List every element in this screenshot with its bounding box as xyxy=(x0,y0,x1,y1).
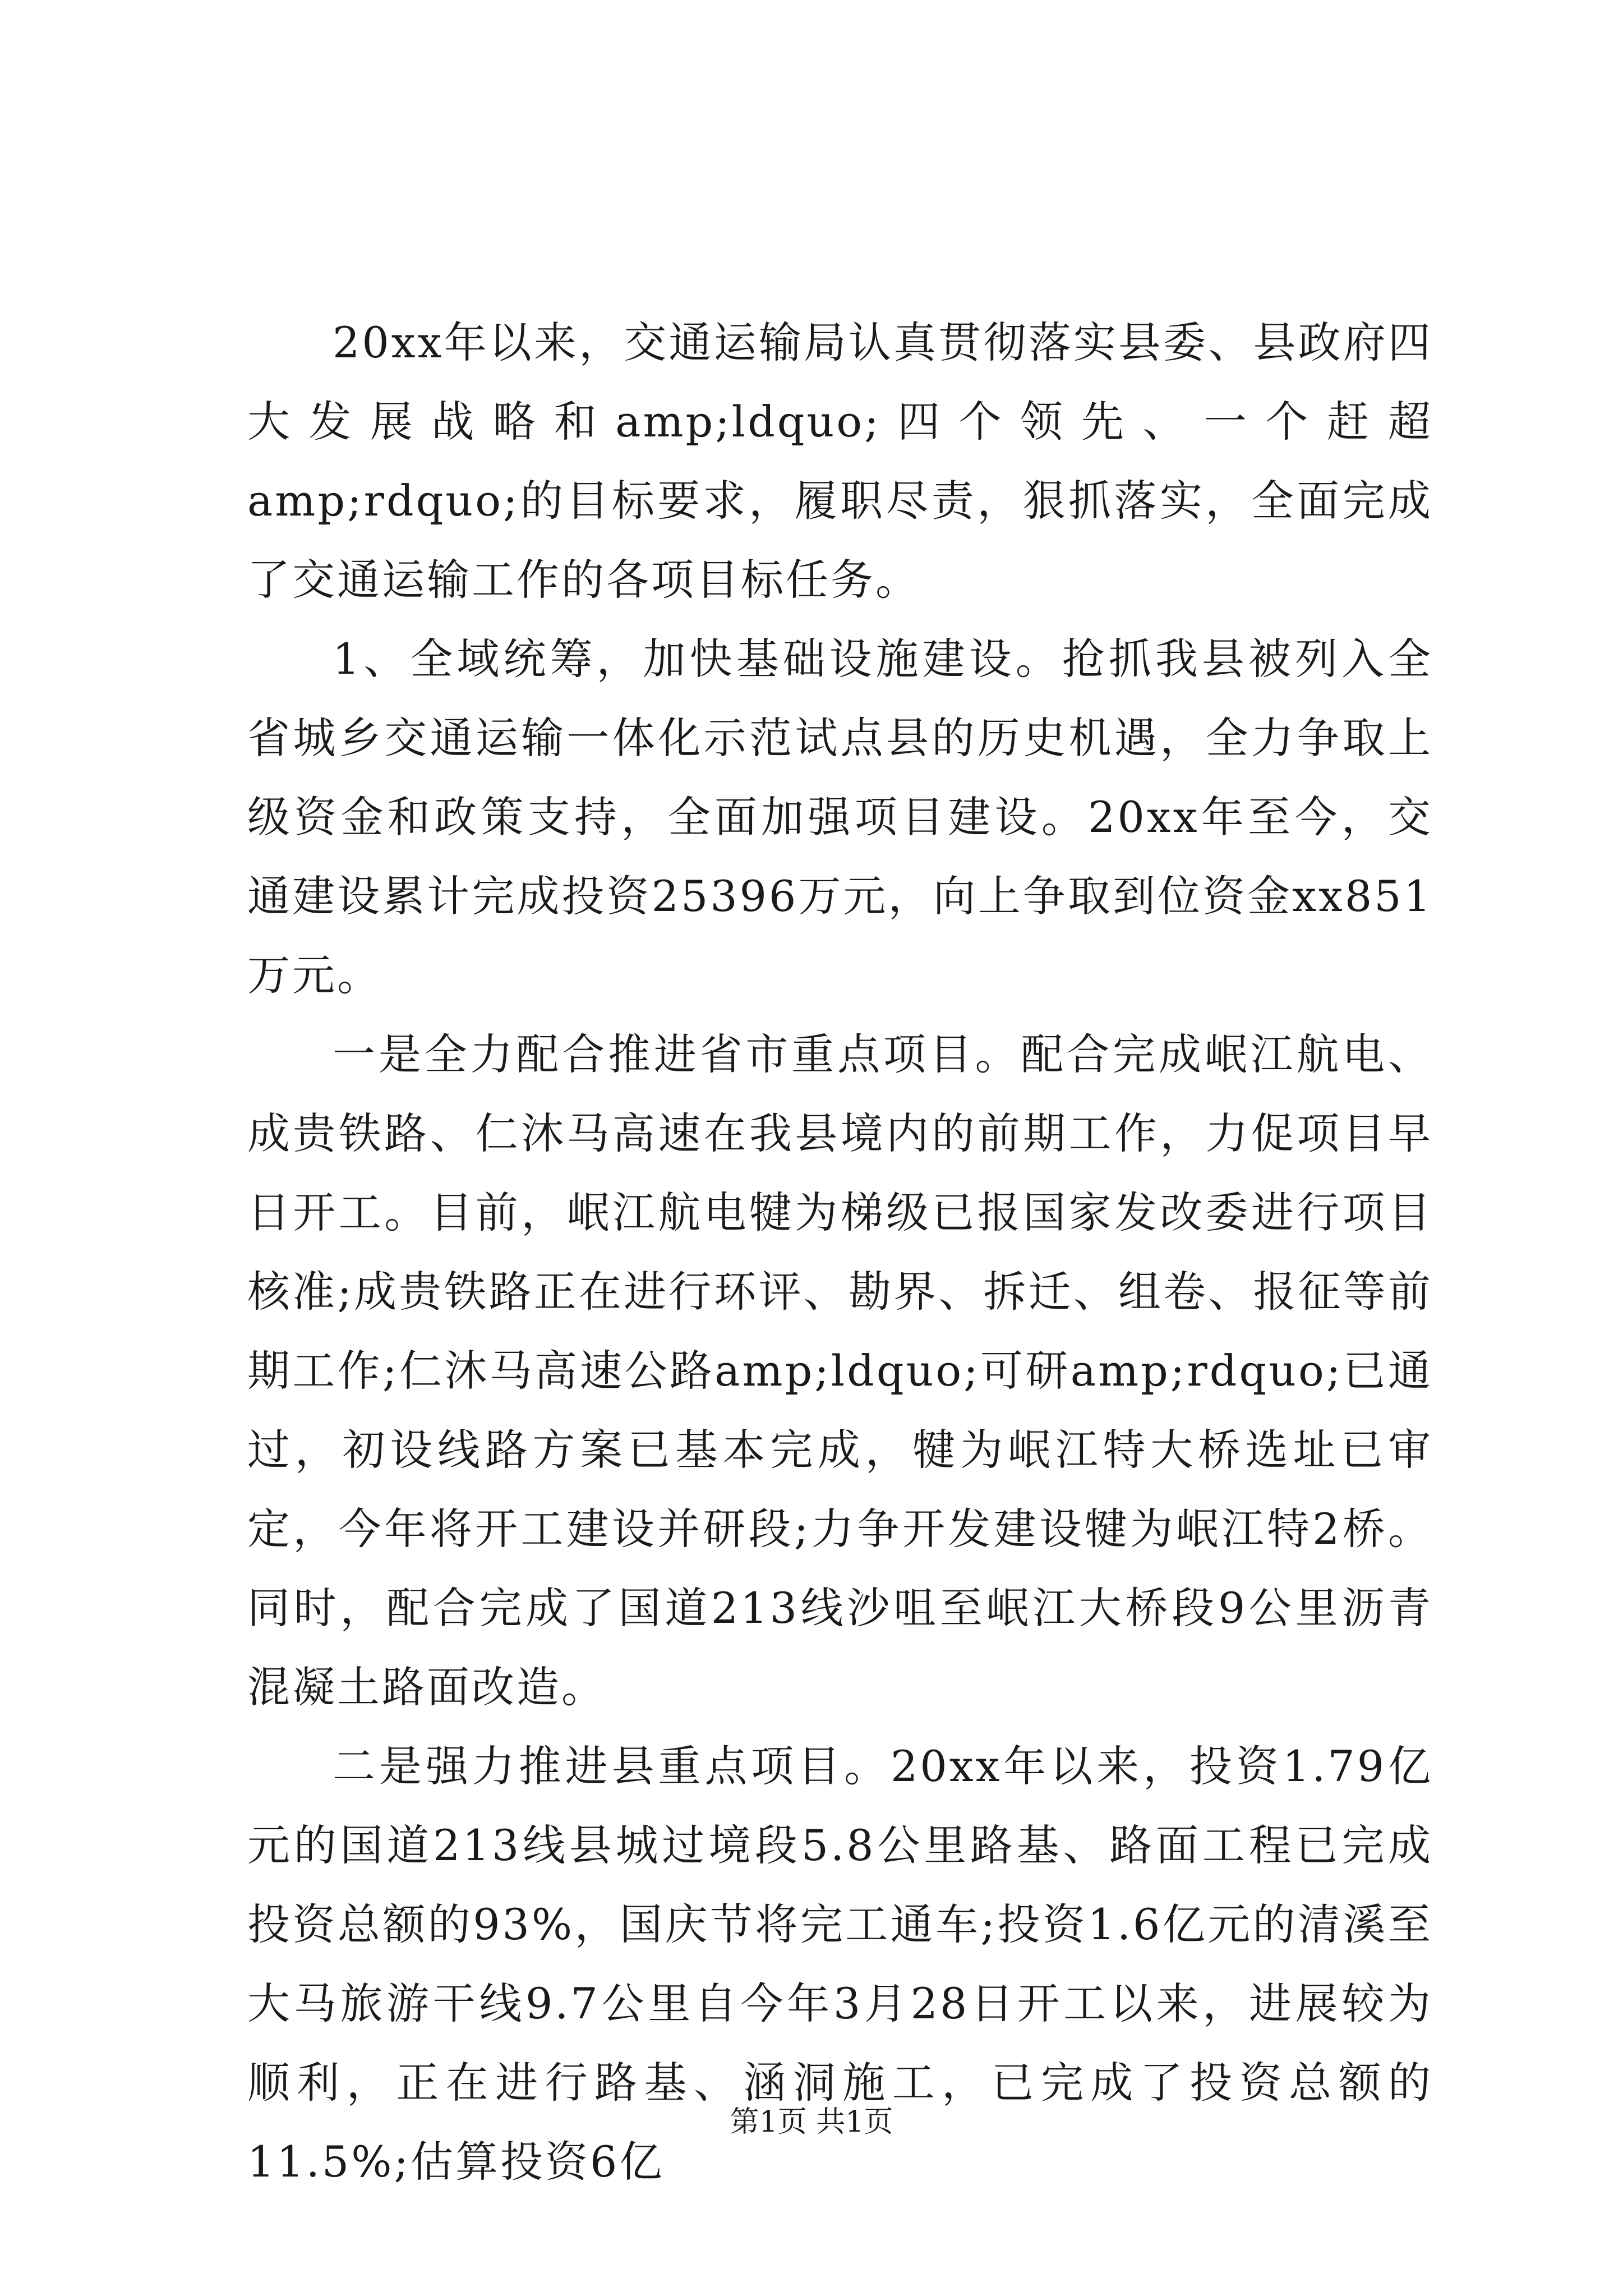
document-body xyxy=(247,303,1433,2201)
page-number-footer: 第1页 共1页 xyxy=(730,2105,893,2139)
paragraph-intro: 20xx年以来，交通运输局认真贯彻落实县委、县政府四大发展战略和amp;ldquo;四个领先、一个赶超amp;rdquo;的目标要求，履职尽责，狠抓落实，全面完成了交通运输工作的各项目标任务。 xyxy=(247,318,1433,605)
paragraph-key-projects-provincial: 一是全力配合推进省市重点项目。配合完成岷江航电、成贵铁路、仁沐马高速在我县境内的前期工作，力促项目早日开工。目前，岷江航电犍为梯级已报国家发改委进行项目核准;成贵铁路正在进行环评、勘界、拆迁、组卷、报征等前期工作;仁沐马高速公路amp;ldquo;可研amp;rdquo;已通过，初设线路方案已基本完成，犍为岷江特大桥选址已审定，今年将开工建设并研段;力争开发建设犍为岷江特2桥。同时，配合完成了国道213线沙咀至岷江大桥段9公里沥青混凝土路面改造。 xyxy=(247,1029,1433,1712)
paragraph-section-1: 1、全域统筹，加快基础设施建设。抢抓我县被列入全省城乡交通运输一体化示范试点县的历史机遇，全力争取上级资金和政策支持，全面加强项目建设。20xx年至今，交通建设累计完成投资25396万元，向上争取到位资金xx851万元。 xyxy=(247,634,1433,1000)
paragraph-key-projects-county: 二是强力推进县重点项目。20xx年以来，投资1.79亿元的国道213线县城过境段5.8公里路基、路面工程已完成投资总额的93%，国庆节将完工通车;投资1.6亿元的清溪至大马旅游干线9.7公里自今年3月28日开工以来，进展较为顺利，正在进行路基、涵洞施工，已完成了投资总额的11.5%;估算投资6亿 xyxy=(247,1741,1433,2187)
